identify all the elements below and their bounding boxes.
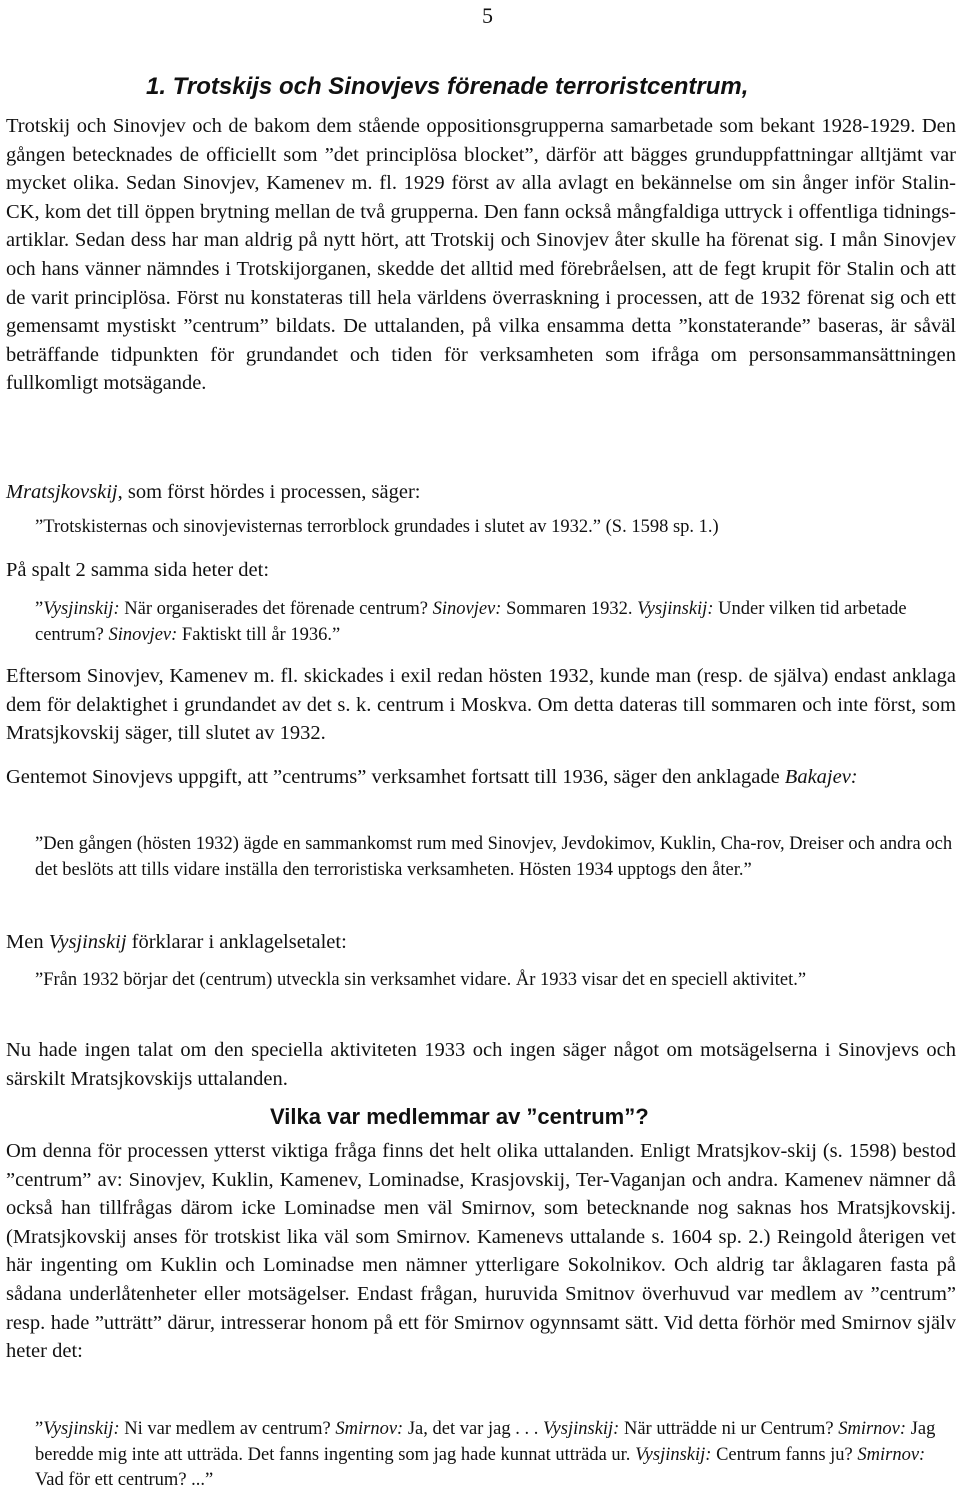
quote-dialogue-2: ”Vysjinskij: Ni var medlem av centrum? Smirnov: Ja, det var jag . . . Vysjinskij: När utträdde ni ur Centrum? Smirnov: Jag beredde mig inte att utträda. Det fanns ingenting som jag hade kunnat utträda ur. Vysjinskij: Centrum fanns ju? Smirnov: Vad för ett centrum? ...”	[35, 1419, 936, 1490]
paragraph-intro: Trotskij och Sinovjev och de bakom dem stående oppositionsgrupperna samarbetade som bekant 1928-1929. Den gången betecknades de officiellt som ”det principlösa blocket”, därför att bägges grunduppfattningar alltjämt var mycket olika. Sedan Sinovjev, Kamenev m. fl. 1929 först av alla avlagt en bekännelse om sin ånger inför Stalin-CK, kom det till öppen brytning mellan de två grupperna. Den fann också mångfaldiga uttryck i offentliga tidnings-artiklar. Sedan dess har man aldrig på nytt hört, att Trotskij och Sinovjev åter skulle ha förenat sig. I mån Sinovjev och hans vänner nämndes i Trotskijorganen, skedde det alltid med förebråelsen, att de fegt krupit för Stalin och att de varit principlösa. Först nu konstateras till hela världens överraskning i processen, att de 1932 förenat sig och ett gemensamt mystiskt ”centrum” bildats. De uttalanden, på vilka ensamma detta ”konstaterande” baseras, är såväl beträffande tidpunkten för grundandet och tiden för verksamheten som ifråga om personsammansättningen fullkomligt motsägande.	[6, 115, 956, 395]
paragraph-gentemot: Gentemot Sinovjevs uppgift, att ”centrums” verksamhet fortsatt till 1936, säger den anklagade Bakajev:	[6, 766, 858, 788]
paragraph-exil: Eftersom Sinovjev, Kamenev m. fl. skickades i exil redan hösten 1932, kunde man (resp. de själva) endast anklaga dem för delaktighet i grundandet av det s. k. centrum i Moskva. Om detta dateras till sommaren och inte först, som Mratsjkovskij säger, till slutet av 1932.	[6, 665, 956, 745]
quote-bakajev: ”Den gången (hösten 1932) ägde en sammankomst rum med Sinovjev, Jevdokimov, Kuklin, Cha-rov, Dreiser och andra och det beslöts att tills vidare inställa den terroristiska verksamheten. Hösten 1934 upptogs den åter.”	[35, 834, 953, 880]
speaker-name: Bakajev:	[784, 766, 858, 788]
quote-anklagelsetal: ”Från 1932 börjar det (centrum) utveckla sin verksamhet vidare. År 1933 visar det en speciell aktivitet.”	[35, 970, 807, 990]
section-heading: 1. Trotskijs och Sinovjevs förenade terroristcentrum,	[146, 73, 749, 100]
page-number: 5	[482, 3, 493, 28]
subheading-medlemmar: Vilka var medlemmar av ”centrum”?	[270, 1104, 649, 1129]
speaker-name: Vysjinskij	[48, 931, 127, 953]
quote-terrorblock: ”Trotskisternas och sinovjevisternas terrorblock grundades i slutet av 1932.” (S. 1598 sp. 1.)	[35, 517, 719, 537]
paragraph-spalt: På spalt 2 samma sida heter det:	[6, 559, 270, 581]
paragraph-mratsjkovskij: Mratsjkovskij, som först hördes i processen, säger:	[6, 481, 421, 503]
quote-dialogue-1: ”Vysjinskij: När organiserades det förenade centrum? Sinovjev: Sommaren 1932. Vysjinskij: Under vilken tid arbetade centrum? Sinovjev: Faktiskt till år 1936.”	[35, 599, 907, 645]
paragraph-medlemmar: Om denna för processen ytterst viktiga fråga finns det helt olika uttalanden. Enligt Mratsjkov-skij (s. 1598) bestod ”centrum” av: Sinovjev, Kuklin, Kamenev, Lominadse, Krasjovskij, Ter-Vaganjan och andra. Kamenev nämner då också han tillfrågas därom icke Lominadse men väl Smirnov, som betecknande nog saknas hos Mratsjkovskij. (Mratsjkovskij anses för trotskist lika väl som Smirnov. Kamenevs uttalande s. 1604 sp. 2.) Reingold återigen vet här ingenting om Kuklin och Lominadse men nämner ytterligare Sokolnikov. Och aldrig tar åklagaren fasta på sådana underlåtenheter eller motsägelser. Endast frågan, huruvida Smitnov överhuvud var medlem av ”centrum” resp. hade ”utträtt” därur, intresserar honom på ett för Smirnov ogynnsamt sätt. Vid detta förhör med Smirnov själv heter det:	[6, 1140, 956, 1363]
speaker-name: Mratsjkovskij	[6, 481, 118, 503]
paragraph-vysjinskij: Men Vysjinskij förklarar i anklagelsetalet:	[6, 931, 347, 953]
paragraph-aktivitet: Nu hade ingen talat om den speciella aktiviteten 1933 och ingen säger något om motsägelserna i Sinovjevs och särskilt Mratsjkovskijs uttalanden.	[6, 1039, 956, 1090]
